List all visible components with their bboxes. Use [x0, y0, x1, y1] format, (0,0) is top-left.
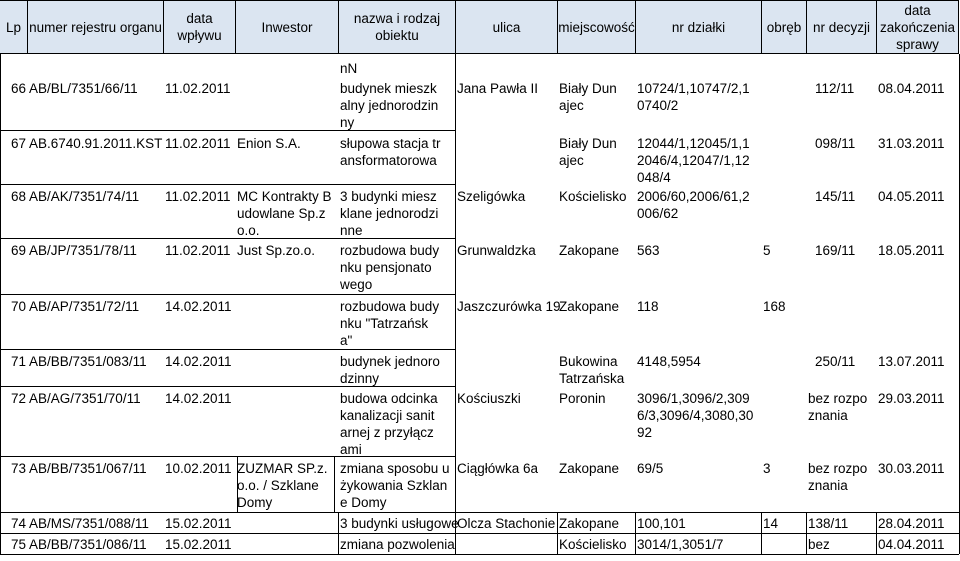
header-lp: Lp: [0, 0, 27, 54]
cell-data-wplywu: 15.02.2011: [165, 516, 232, 531]
cell-dzialki: 69/5: [637, 461, 664, 476]
cell-decyzja: 169/11: [815, 243, 856, 258]
cell-decyzja: 138/11: [808, 516, 849, 531]
column-border: [237, 456, 238, 512]
cell-miejscowosc: Zakopane: [559, 243, 620, 258]
cell-lp: 69: [10, 243, 26, 258]
row-separator: [0, 349, 455, 350]
column-border: [334, 456, 335, 512]
cell-nazwa: zmiana sposobu użykowania Szklane Domy: [340, 461, 450, 510]
cell-data-wplywu: 14.02.2011: [165, 299, 232, 314]
cell-miejscowosc: Kościelisko: [559, 189, 627, 204]
cell-miejscowosc: Kościelisko: [559, 537, 627, 552]
cell-rejestr: AB/JP/7351/78/11: [29, 243, 137, 258]
cell-dzialki: 2006/60,2006/61,2006/62: [637, 189, 750, 221]
cell-dzialki: 4148,5954: [637, 354, 701, 369]
cell-data-wplywu: 11.02.2011: [165, 243, 231, 258]
cell-decyzja: 250/11: [815, 354, 856, 369]
column-border: [635, 512, 636, 554]
cell-miejscowosc: Poronin: [559, 391, 606, 406]
header-decyzji: nr decyzji: [806, 0, 876, 54]
cell-obreb: 168: [763, 299, 786, 314]
cell-dzialki: 563: [637, 243, 660, 258]
row-separator: [0, 130, 455, 131]
cell-nazwa: rozbudowa budynku pensjonatowego: [340, 243, 440, 292]
row-separator: [0, 386, 455, 387]
cell-zakonczenie: 18.05.2011: [878, 243, 945, 258]
column-border: [338, 512, 339, 554]
cell-data-wplywu: 11.02.2011: [165, 189, 231, 204]
row-separator: [0, 512, 959, 513]
row-separator: [0, 238, 455, 239]
cell-ulica: Grunwaldzka: [457, 243, 536, 258]
cell-obreb: 3: [763, 461, 771, 476]
header-miejscowosc: miejscowość: [557, 0, 635, 54]
cell-ulica: Jana Pawła II: [457, 81, 539, 96]
row-separator: [0, 554, 959, 555]
cell-inwestor: ZUZMAR SP.z.o.o. / Szklane Domy: [237, 461, 328, 510]
cell-inwestor: Enion S.A.: [237, 136, 301, 151]
cell-lp: 66: [10, 81, 26, 96]
cell-dzialki: 10724/1,10747/2,10740/2: [637, 81, 750, 113]
cell-data-wplywu: 11.02.2011: [165, 81, 231, 96]
cell-zakonczenie: 08.04.2011: [878, 81, 945, 96]
cell-nazwa: budynek jednorodzinny: [340, 354, 440, 386]
cell-dzialki: 3014/1,3051/7: [637, 537, 724, 552]
cell-lp: 71: [10, 354, 26, 369]
column-border: [455, 54, 456, 554]
cell-lp: 74: [10, 516, 26, 531]
cell-zakonczenie: 29.03.2011: [878, 391, 945, 406]
cell-rejestr: AB/BB/7351/083/11: [29, 354, 147, 369]
cell-zakonczenie: 28.04.2011: [878, 516, 945, 531]
cell-data-wplywu: 10.02.2011: [165, 461, 232, 476]
cell-decyzja: bez rozpoznania: [808, 391, 868, 423]
cell-nazwa: rozbudowa budynku "Tatrzańska": [340, 299, 440, 348]
cell-miejscowosc: Biały Dunajec: [559, 81, 617, 113]
row-separator: [0, 456, 455, 457]
cell-lp: 73: [10, 461, 26, 476]
cell-ulica: Jaszczurówka 19: [457, 299, 561, 314]
cell-dzialki: 118: [637, 299, 659, 314]
row-separator: [0, 533, 959, 534]
cell-dzialki: 100,101: [637, 516, 686, 531]
cell-obreb: 14: [763, 516, 779, 531]
cell-nazwa: budynek mieszkalny jednorodzinny: [340, 81, 439, 130]
cell-rejestr: AB/BB/7351/067/11: [29, 461, 147, 476]
cell-miejscowosc: Zakopane: [559, 299, 620, 314]
header-inwestor: Inwestor: [235, 0, 338, 54]
cell-zakonczenie: 30.03.2011: [878, 461, 945, 476]
cell-decyzja: bez rozpoznania: [808, 461, 868, 493]
cell-lp: 67: [10, 136, 26, 151]
cell-rejestr: AB/MS/7351/088/11: [29, 516, 149, 531]
header-dzialki: nr działki: [635, 0, 761, 54]
header-ulica: ulica: [455, 0, 557, 54]
column-border: [0, 54, 1, 554]
cell-ulica: Olcza Stachonie: [457, 516, 556, 531]
carryover-cell: nN: [340, 61, 358, 76]
cell-miejscowosc: Biały Dunajec: [559, 136, 617, 168]
cell-obreb: 5: [763, 243, 771, 258]
cell-decyzja: bez: [808, 537, 830, 552]
cell-nazwa: słupowa stacja transformatorowa: [340, 136, 441, 168]
cell-miejscowosc: Zakopane: [559, 461, 620, 476]
row-separator: [0, 184, 455, 185]
cell-rejestr: AB/BL/7351/66/11: [29, 81, 138, 96]
header-rejestr: numer rejestru organu: [27, 0, 163, 54]
cell-lp: 70: [10, 299, 26, 314]
cell-rejestr: AB/AK/7351/74/11: [29, 189, 140, 204]
cell-lp: 72: [10, 391, 26, 406]
cell-zakonczenie: 31.03.2011: [878, 136, 945, 151]
cell-dzialki: 12044/1,12045/1,12046/4,12047/1,12048/4: [637, 136, 750, 185]
cell-decyzja: 098/11: [815, 136, 856, 151]
cell-rejestr: AB/AP/7351/72/11: [29, 299, 140, 314]
cell-rejestr: AB/BB/7351/086/11: [29, 537, 147, 552]
cell-ulica: Ciągłówka 6a: [457, 461, 539, 476]
cell-data-wplywu: 15.02.2011: [165, 537, 232, 552]
cell-nazwa: budowa odcinka kanalizacji sanitarnej z przyłączami: [340, 391, 438, 457]
column-border: [876, 512, 877, 554]
row-separator: [0, 294, 455, 295]
cell-miejscowosc: Bukowina Tatrzańska: [559, 354, 625, 386]
cell-data-wplywu: 14.02.2011: [165, 354, 232, 369]
cell-miejscowosc: Zakopane: [559, 516, 620, 531]
column-border: [761, 512, 762, 554]
header-zakonczenia: data zakończenia sprawy: [876, 0, 959, 54]
header-data-wplywu: data wpływu: [163, 0, 235, 54]
cell-inwestor: Just Sp.zo.o.: [237, 243, 316, 258]
cell-zakonczenie: 04.04.2011: [878, 537, 945, 552]
cell-data-wplywu: 11.02.2011: [165, 136, 231, 151]
column-border: [806, 512, 807, 554]
cell-nazwa: zmiana pozwolenia: [340, 537, 455, 552]
header-nazwa: nazwa i rodzaj obiektu: [338, 0, 455, 54]
column-border: [557, 512, 558, 554]
cell-zakonczenie: 04.05.2011: [878, 189, 945, 204]
cell-inwestor: MC Kontrakty Budowlane Sp.z o.o.: [237, 189, 332, 238]
cell-rejestr: AB/AG/7351/70/11: [29, 391, 141, 406]
cell-decyzja: 145/11: [815, 189, 856, 204]
cell-decyzja: 112/11: [815, 81, 855, 96]
cell-rejestr: AB.6740.91.2011.KST: [29, 136, 163, 151]
cell-nazwa: 3 budynki mieszklane jednorodzinne: [340, 189, 439, 238]
cell-dzialki: 3096/1,3096/2,3096/3,3096/4,3080,3092: [637, 391, 754, 440]
cell-ulica: Szeligówka: [457, 189, 526, 204]
cell-ulica: Kościuszki: [457, 391, 521, 406]
header-obreb: obręb: [761, 0, 806, 54]
cell-lp: 68: [10, 189, 26, 204]
cell-nazwa: 3 budynki usługowe: [340, 516, 459, 531]
cell-lp: 75: [10, 537, 26, 552]
cell-zakonczenie: 13.07.2011: [878, 354, 945, 369]
cell-data-wplywu: 14.02.2011: [165, 391, 232, 406]
